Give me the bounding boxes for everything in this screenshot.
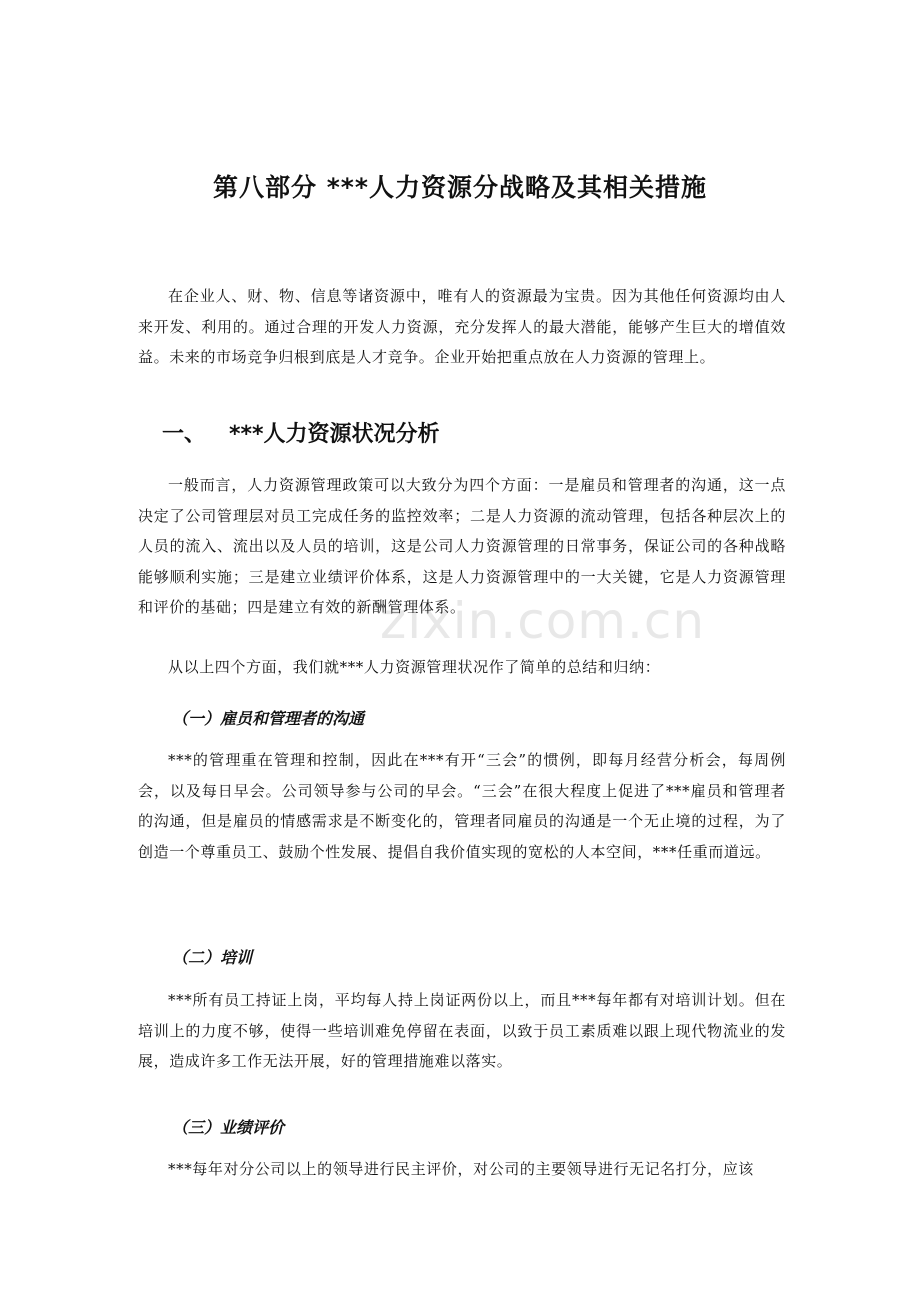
section-heading: 一、 ***人力资源状况分析 [162, 422, 440, 447]
section-paragraph-summary: 从以上四个方面，我们就***人力资源管理状况作了简单的总结和归纳： [168, 658, 661, 676]
watermark-text: zixin.com.cn [380, 592, 706, 650]
subsection-paragraph-communication: ***的管理重在管理和控制，因此在***有开“三会”的惯例，即每月经营分析会，每周例会，以及每日早会。公司领导参与公司的早会。“三会”在很大程度上促进了***雇员和管理者的沟通，但是雇员的情感需求是不断变化的，管理者同雇员的沟通是一个无止境的过程，为了创造一个尊重员工、鼓励个性发展、提倡自我价值实现的宽松的人本空间，***任重而道远。 [138, 751, 786, 861]
subsection-paragraph-training: ***所有员工持证上岗，平均每人持上岗证两份以上，而且***每年都有对培训计划。但在培训上的力度不够，使得一些培训难免停留在表面，以致于员工素质难以跟上现代物流业的发展，造成许多工作无法开展，好的管理措施难以落实。 [138, 991, 786, 1070]
subsection-heading-training: （二）培训 [172, 948, 253, 967]
subsection-heading-communication: （一）雇员和管理者的沟通 [172, 709, 365, 728]
section-paragraph-policies: 一般而言，人力资源管理政策可以大致分为四个方面：一是雇员和管理者的沟通，这一点决定了公司管理层对员工完成任务的监控效率；二是人力资源的流动管理，包括各种层次上的人员的流入、流出以及人员的培训，这是公司人力资源管理的日常事务，保证公司的各种战略能够顺利实施；三是建立业绩评价体系，这是人力资源管理中的一大关键，它是人力资源管理和评价的基础；四是建立有效的新酬管理体系。 [138, 476, 786, 616]
subsection-heading-performance: （三）业绩评价 [172, 1118, 285, 1137]
intro-paragraph: 在企业人、财、物、信息等诸资源中，唯有人的资源最为宝贵。因为其他任何资源均由人来开发、利用的。通过合理的开发人力资源，充分发挥人的最大潜能，能够产生巨大的增值效益。未来的市场竞争归根到底是人才竞争。企业开始把重点放在人力资源的管理上。 [138, 287, 786, 366]
document-title: 第八部分 ***人力资源分战略及其相关措施 [213, 173, 707, 202]
subsection-paragraph-performance: ***每年对分公司以上的领导进行民主评价，对公司的主要领导进行无记名打分，应该 [168, 1160, 754, 1178]
